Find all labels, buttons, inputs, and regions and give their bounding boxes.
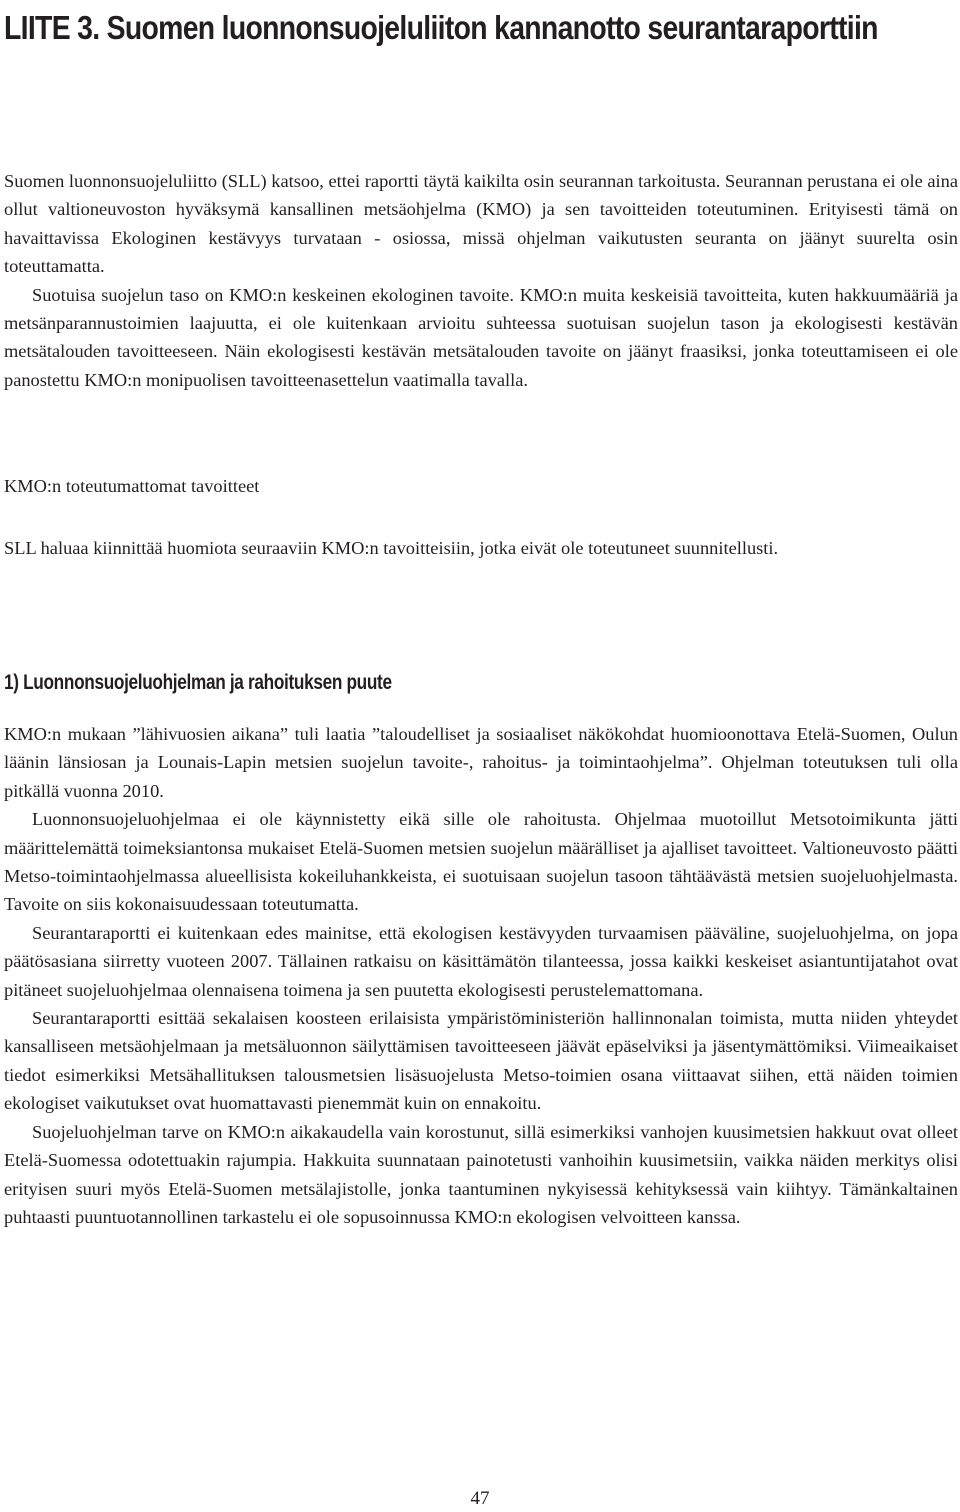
section-paragraph-2: Luonnonsuojeluohjelmaa ei ole käynnistetty eikä sille ole rahoitusta. Ohjelmaa muotoillut Metsotoimikunta jätti määrittelemättä toimeksiantonsa mukaiset Etelä-Suomen metsien suojelun määrälliset ja ajalliset tavoitteet. Valtioneuvosto päätti Metso-toimintaohjelmassa alueellisista kokeiluhankkeista, ei suotuisaan suojelun tasoon tähtäävästä metsien suojeluohjelmasta. Tavoite on siis kokonaisuudessaan toteutumatta. <box>4 809 958 915</box>
section-body <box>4 720 958 1231</box>
section-title: 1) Luonnonsuojeluohjelman ja rahoituksen puute <box>4 671 392 694</box>
sll-statement: SLL haluaa kiinnittää huomiota seuraaviin KMO:n tavoitteisiin, jotka eivät ole toteutuneet suunnitellusti. <box>4 538 779 558</box>
section-paragraph-4: Seurantaraportti esittää sekalaisen koosteen erilaisista ympäristöministeriön hallinnonalan toimista, mutta niiden yhteydet kansalliseen metsäohjelmaan ja metsäluonnon säilyttämisen tavoitteeseen jäävät epäselviksi ja jäsentymättömiksi. Viimeaikaiset tiedot esimerkiksi Metsähallituksen talousmetsien lisäsuojelusta Metso-toimien osana viittaavat siihen, että näiden toimien ekologiset vaikutukset ovat huomattavasti pienemmät kuin on ennakoitu. <box>4 1008 958 1114</box>
subheading: KMO:n toteutumattomat tavoitteet <box>4 476 260 496</box>
intro-paragraph-2: Suotuisa suojelun taso on KMO:n keskeinen ekologinen tavoite. KMO:n muita keskeisiä tavoitteita, kuten hakkuumääriä ja metsänparannustoimien laajuutta, ei ole kuitenkaan arvioitu suhteessa suotuisan suojelun tason ja ekologisesti kestävän metsätalouden tavoitteeseen. Näin ekologisesti kestävän metsätalouden tavoite on jäänyt fraasiksi, jonka toteuttamiseen ei ole panostettu KMO:n monipuolisen tavoitteenasettelun vaatimalla tavalla. <box>4 284 958 390</box>
section-paragraph-1: KMO:n mukaan ”lähivuosien aikana” tuli laatia ”taloudelliset ja sosiaaliset näkökohdat huomioonottava Etelä-Suomen, Oulun läänin länsiosan ja Lounais-Lapin metsien suojelun tavoite-, rahoitus- ja toimintaohjelma”. Ohjelman toteutuksen tuli olla pitkällä vuonna 2010. <box>4 724 958 801</box>
section-paragraph-3: Seurantaraportti ei kuitenkaan edes mainitse, että ekologisen kestävyyden turvaamisen pääväline, suojeluohjelma, on jopa päätösasiana siirretty vuoteen 2007. Tällainen ratkaisu on käsittämätön tilanteessa, jossa kaikki keskeiset asiantuntijatahot ovat pitäneet suojeluohjelmaa olennaisena toimena ja sen puutetta ekologisesti perustelemattomana. <box>4 922 958 1000</box>
intro-paragraph-1: Suomen luonnonsuojeluliitto (SLL) katsoo, ettei raportti täytä kaikilta osin seurannan tarkoitusta. Seurannan perustana ei ole aina ollut valtioneuvoston hyväksymä kansallinen metsäohjelma (KMO) ja sen tavoitteiden toteutuminen. Erityisesti tämä on havaittavissa Ekologinen kestävyys turvataan - osiossa, missä ohjelman vaikutusten seuranta on jäänyt suurelta osin toteuttamatta. <box>4 171 958 277</box>
intro-section <box>4 167 958 394</box>
section-paragraph-5: Suojeluohjelman tarve on KMO:n aikakaudella vain korostunut, sillä esimerkiksi vanhojen kuusimetsien hakkuut ovat olleet Etelä-Suomessa odotettuakin rajumpia. Hakkuita suunnataan painotetusti vanhoihin kuusimetsiin, vaikka näiden merkitys olisi erityisen suuri myös Etelä-Suomen metsälajistolle, jonka taantuminen nykyisessä kehityksessä vain kiihtyy. Tämänkaltainen puhtaasti puuntuotannollinen tarkastelu ei ole sopusoinnussa KMO:n ekologisen velvoitteen kanssa. <box>4 1121 958 1227</box>
page-number: 47 <box>470 1488 490 1509</box>
page-title: LIITE 3. Suomen luonnonsuojeluliiton kannanotto seurantaraporttiin <box>4 9 878 46</box>
